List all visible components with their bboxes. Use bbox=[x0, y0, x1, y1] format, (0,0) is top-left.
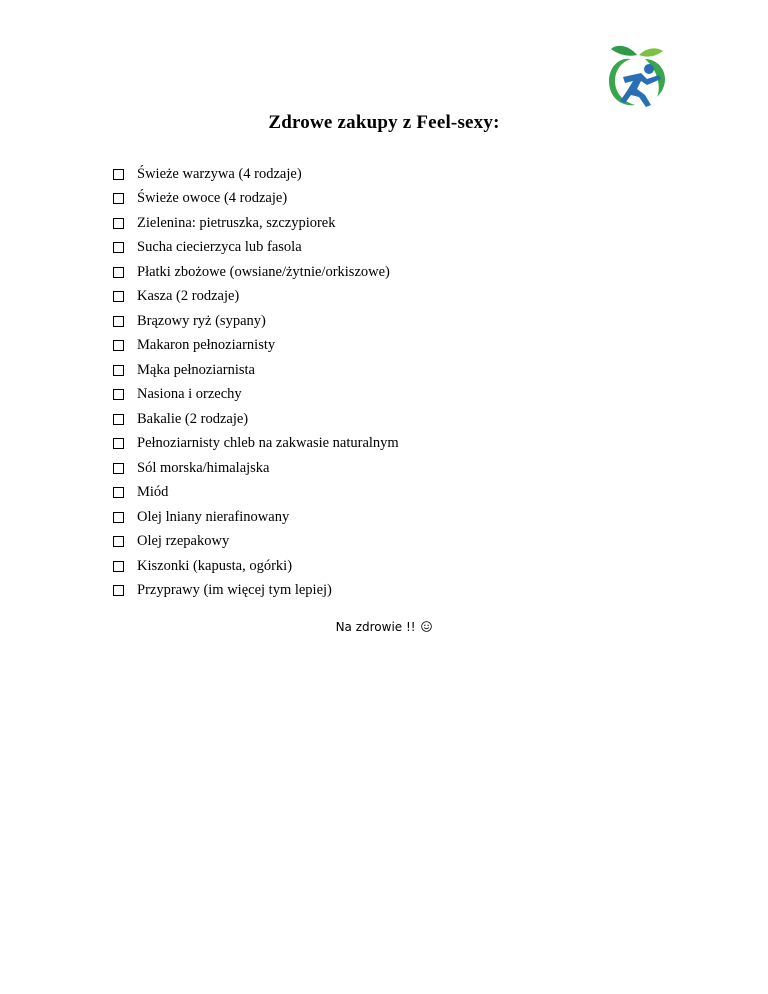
list-item bbox=[113, 505, 399, 530]
list-item bbox=[113, 260, 399, 285]
list-item bbox=[113, 407, 399, 432]
list-item-label: Płatki zbożowe (owsiane/żytnie/orkiszowe) bbox=[137, 263, 390, 280]
list-item-label: Makaron pełnoziarnisty bbox=[137, 337, 276, 354]
list-item-label: Mąka pełnoziarnista bbox=[137, 361, 255, 378]
list-item bbox=[113, 383, 399, 408]
footer-note bbox=[0, 620, 768, 634]
checkbox-icon[interactable] bbox=[113, 365, 124, 376]
list-item bbox=[113, 187, 399, 212]
list-item bbox=[113, 162, 399, 187]
list-item-label: Olej lniany nierafinowany bbox=[137, 508, 290, 525]
checkbox-icon[interactable] bbox=[113, 414, 124, 425]
checkbox-icon[interactable] bbox=[113, 487, 124, 498]
list-item-label: Nasiona i orzechy bbox=[137, 386, 242, 403]
list-item-label: Pełnoziarnisty chleb na zakwasie naturalnym bbox=[137, 435, 399, 452]
checkbox-icon[interactable] bbox=[113, 389, 124, 400]
list-item-label: Sól morska/himalajska bbox=[137, 459, 270, 476]
list-item bbox=[113, 456, 399, 481]
smiley-face-icon bbox=[421, 621, 432, 632]
list-item bbox=[113, 579, 399, 604]
checkbox-icon[interactable] bbox=[113, 169, 124, 180]
list-item bbox=[113, 211, 399, 236]
list-item bbox=[113, 481, 399, 506]
list-item-label: Bakalie (2 rodzaje) bbox=[137, 410, 249, 427]
checkbox-icon[interactable] bbox=[113, 193, 124, 204]
list-item bbox=[113, 285, 399, 310]
list-item-label: Świeże owoce (4 rodzaje) bbox=[137, 190, 288, 207]
apple-runner-logo-icon bbox=[601, 41, 676, 111]
list-item bbox=[113, 432, 399, 457]
checkbox-icon[interactable] bbox=[113, 438, 124, 449]
list-item bbox=[113, 309, 399, 334]
list-item-label: Miód bbox=[137, 484, 169, 501]
checkbox-icon[interactable] bbox=[113, 561, 124, 572]
list-item-label: Przyprawy (im więcej tym lepiej) bbox=[137, 582, 332, 599]
list-item bbox=[113, 236, 399, 261]
list-item-label: Kasza (2 rodzaje) bbox=[137, 288, 240, 305]
list-item-label: Sucha ciecierzyca lub fasola bbox=[137, 239, 302, 256]
list-item-label: Olej rzepakowy bbox=[137, 533, 230, 550]
shopping-checklist bbox=[113, 162, 399, 603]
checkbox-icon[interactable] bbox=[113, 512, 124, 523]
list-item-label: Kiszonki (kapusta, ogórki) bbox=[137, 557, 293, 574]
checkbox-icon[interactable] bbox=[113, 536, 124, 547]
checkbox-icon[interactable] bbox=[113, 267, 124, 278]
checkbox-icon[interactable] bbox=[113, 340, 124, 351]
checkbox-icon[interactable] bbox=[113, 463, 124, 474]
checkbox-icon[interactable] bbox=[113, 585, 124, 596]
checkbox-icon[interactable] bbox=[113, 316, 124, 327]
list-item bbox=[113, 358, 399, 383]
checkbox-icon[interactable] bbox=[113, 242, 124, 253]
list-item-label: Świeże warzywa (4 rodzaje) bbox=[137, 165, 302, 182]
footer-text: Na zdrowie !! bbox=[335, 620, 416, 634]
list-item-label: Brązowy ryż (sypany) bbox=[137, 312, 266, 329]
checkbox-icon[interactable] bbox=[113, 218, 124, 229]
list-item bbox=[113, 530, 399, 555]
page-title: Zdrowe zakupy z Feel-sexy: bbox=[268, 112, 500, 133]
list-item-label: Zielenina: pietruszka, szczypiorek bbox=[137, 214, 336, 231]
list-item bbox=[113, 554, 399, 579]
list-item bbox=[113, 334, 399, 359]
checkbox-icon[interactable] bbox=[113, 291, 124, 302]
